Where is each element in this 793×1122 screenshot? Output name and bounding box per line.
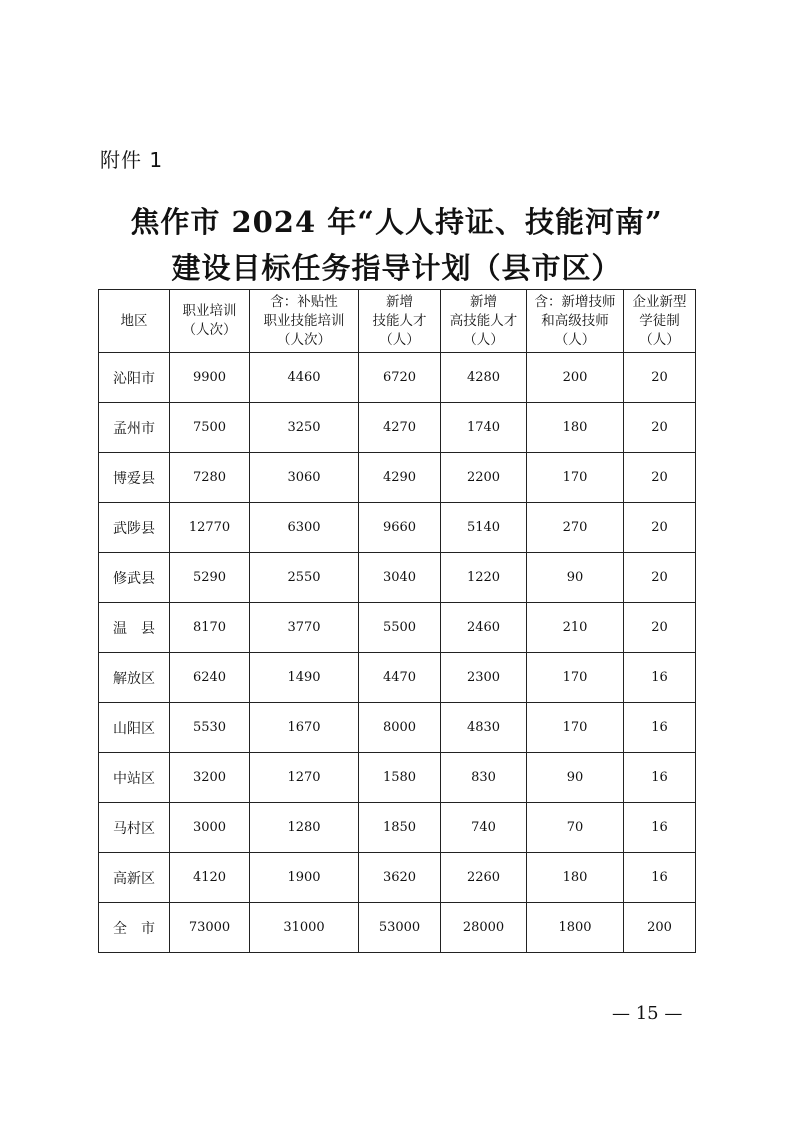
value-cell: 28000 [441,903,527,953]
region-cell: 孟州市 [99,403,170,453]
value-cell: 1850 [359,803,441,853]
document-title-line-1: 焦作市 2024 年“人人持证、技能河南” [130,205,663,239]
document-title-line-2: 建设目标任务指导计划（县市区） [171,251,622,285]
value-cell: 16 [624,703,696,753]
region-cell: 修武县 [99,553,170,603]
region-cell: 高新区 [99,853,170,903]
column-header-line: 企业新型 [632,293,687,310]
value-cell: 20 [624,453,696,503]
value-cell: 3060 [250,453,359,503]
value-cell: 6300 [250,503,359,553]
value-cell: 7500 [170,403,250,453]
table-row [99,453,696,503]
region-cell: 沁阳市 [99,353,170,403]
column-header [99,290,170,353]
region-cell: 博爱县 [99,453,170,503]
column-header [359,290,441,353]
column-header-line: 地区 [120,312,148,329]
region-cell: 解放区 [99,653,170,703]
column-header-line: 新增 [386,293,413,310]
table-body [99,353,696,953]
value-cell: 170 [527,453,624,503]
value-cell: 180 [527,403,624,453]
value-cell: 2200 [441,453,527,503]
value-cell: 170 [527,653,624,703]
value-cell: 7280 [170,453,250,503]
value-cell: 3620 [359,853,441,903]
value-cell: 5140 [441,503,527,553]
value-cell: 16 [624,753,696,803]
value-cell: 4470 [359,653,441,703]
column-header-line: 含：新增技师 [534,293,616,310]
value-cell: 5500 [359,603,441,653]
column-header-line: 技能人才 [372,312,427,329]
table-row [99,553,696,603]
value-cell: 16 [624,853,696,903]
value-cell: 20 [624,503,696,553]
column-header-line: 职业培训 [182,303,237,319]
region-cell: 马村区 [99,803,170,853]
table-row [99,703,696,753]
value-cell: 5290 [170,553,250,603]
value-cell: 200 [527,353,624,403]
column-header-line: 学徒制 [639,312,680,329]
value-cell: 12770 [170,503,250,553]
value-cell: 180 [527,853,624,903]
value-cell: 4290 [359,453,441,503]
value-cell: 31000 [250,903,359,953]
value-cell: 1900 [250,853,359,903]
value-cell: 16 [624,803,696,853]
value-cell: 20 [624,353,696,403]
value-cell: 740 [441,803,527,853]
value-cell: 5530 [170,703,250,753]
table-row [99,803,696,853]
value-cell: 9660 [359,503,441,553]
value-cell: 270 [527,503,624,553]
column-header-line: （人） [639,331,680,348]
value-cell: 1490 [250,653,359,703]
column-header [170,290,250,353]
value-cell: 210 [527,603,624,653]
column-header [624,290,696,353]
value-cell: 1220 [441,553,527,603]
table-row [99,753,696,803]
value-cell: 4270 [359,403,441,453]
column-header-line: （人次） [182,322,237,338]
value-cell: 3200 [170,753,250,803]
value-cell: 2300 [441,653,527,703]
value-cell: 9900 [170,353,250,403]
value-cell: 70 [527,803,624,853]
value-cell: 170 [527,703,624,753]
column-header-line: （人） [379,331,420,348]
table-row [99,353,696,403]
value-cell: 2460 [441,603,527,653]
value-cell: 830 [441,753,527,803]
value-cell: 8000 [359,703,441,753]
value-cell: 4280 [441,353,527,403]
table-row [99,653,696,703]
table-row [99,503,696,553]
column-header [441,290,527,353]
column-header-line: 高技能人才 [449,312,518,329]
column-header-line: （人） [554,331,596,348]
column-header-line: （人次） [277,331,331,348]
value-cell: 2260 [441,853,527,903]
value-cell: 1280 [250,803,359,853]
column-header-line: 和高级技师 [541,312,609,329]
region-cell: 山阳区 [99,703,170,753]
value-cell: 20 [624,603,696,653]
table-row [99,603,696,653]
column-header-line: 职业技能培训 [263,312,345,329]
value-cell: 16 [624,653,696,703]
attachment-label: 附件 1 [100,148,164,172]
value-cell: 90 [527,553,624,603]
value-cell: 1740 [441,403,527,453]
target-plan-table [98,289,696,953]
value-cell: 53000 [359,903,441,953]
column-header-line: 新增 [470,293,497,310]
table-header-row [99,290,696,353]
value-cell: 2550 [250,553,359,603]
value-cell: 4830 [441,703,527,753]
table-row [99,853,696,903]
value-cell: 3770 [250,603,359,653]
table-total-row [99,903,696,953]
value-cell: 6240 [170,653,250,703]
column-header-line: （人） [463,331,504,348]
column-header-line: 含：补贴性 [270,293,338,310]
value-cell: 73000 [170,903,250,953]
region-cell: 温 县 [99,603,170,653]
value-cell: 3000 [170,803,250,853]
value-cell: 4120 [170,853,250,903]
value-cell: 1270 [250,753,359,803]
column-header [250,290,359,353]
value-cell: 1670 [250,703,359,753]
value-cell: 200 [624,903,696,953]
value-cell: 3250 [250,403,359,453]
page-number: — 15 — [612,1003,683,1024]
value-cell: 4460 [250,353,359,403]
region-cell: 武陟县 [99,503,170,553]
value-cell: 3040 [359,553,441,603]
region-cell: 中站区 [99,753,170,803]
value-cell: 6720 [359,353,441,403]
column-header [527,290,624,353]
value-cell: 1580 [359,753,441,803]
value-cell: 1800 [527,903,624,953]
table-row [99,403,696,453]
region-cell: 全 市 [99,903,170,953]
value-cell: 8170 [170,603,250,653]
value-cell: 90 [527,753,624,803]
value-cell: 20 [624,403,696,453]
value-cell: 20 [624,553,696,603]
